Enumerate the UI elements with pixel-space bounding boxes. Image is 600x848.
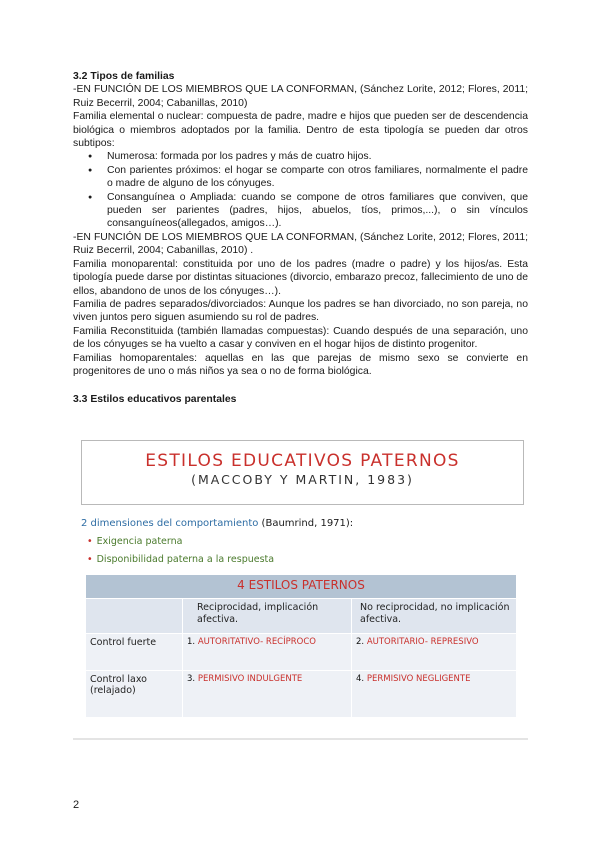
- column-header-no-reciprocidad: No reciprocidad, no implicación afectiva.: [352, 599, 517, 634]
- table-row: [86, 671, 517, 718]
- cell-number: 3.: [187, 674, 196, 684]
- slide-title-box: [81, 440, 524, 505]
- document-body: [73, 70, 528, 407]
- table-row: [86, 599, 517, 634]
- dimensions-highlight: 2 dimensiones del comportamiento: [81, 518, 259, 529]
- paragraph: Familia monoparental: constituida por uno de los padres (madre o padre) y los hijos/as. Esta tipología puede darse por distintas situaciones (divorcio, embarazo precoz, fallecimiento de uno de ellos, abandono de unos de los cónyuges…).: [73, 258, 528, 297]
- cell-number: 4.: [356, 674, 365, 684]
- bullet-list: [73, 150, 528, 230]
- styles-table: [85, 574, 517, 718]
- section-heading-tipos-familias: 3.2 Tipos de familias: [73, 71, 175, 82]
- bullet-dot-icon: •: [87, 554, 93, 565]
- slide-title: ESTILOS EDUCATIVOS PATERNOS: [145, 451, 460, 471]
- bullet-dot-icon: •: [87, 536, 93, 547]
- paragraph: Familia de padres separados/divorciados: Aunque los padres se han divorciado, no son pareja, no viven juntos pero siguen asumiendo su rol de padres.: [73, 298, 528, 324]
- slide-image: [73, 432, 528, 740]
- dimensions-cite: (Baumrind, 1971):: [258, 518, 354, 529]
- sub-item: [87, 536, 182, 547]
- cell-value: AUTORITATIVO- RECÍPROCO: [197, 637, 316, 647]
- table-cell: [183, 634, 352, 671]
- cell-number: 2.: [356, 637, 365, 647]
- column-header-reciprocidad: Reciprocidad, implicación afectiva.: [183, 599, 352, 634]
- section-heading-estilos: 3.3 Estilos educativos parentales: [73, 394, 237, 406]
- paragraph: Familias homoparentales: aquellas en las que parejas de mismo sexo se convierte en progenitores de uno o más niños ya sea o no de forma biológica.: [73, 352, 528, 377]
- paragraph: -EN FUNCIÓN DE LOS MIEMBROS QUE LA CONFORMAN, (Sánchez Lorite, 2012; Flores, 2011; Ruiz Becerril, 2004; Cabanillas, 2010) .: [73, 231, 528, 257]
- table-header-row: [86, 575, 517, 599]
- page-number: 2: [73, 799, 80, 811]
- sub-item-label: Disponibilidad paterna a la respuesta: [96, 554, 275, 565]
- dimensions-line: [81, 518, 353, 529]
- row-label-control-laxo: Control laxo (relajado): [86, 671, 183, 718]
- cell-value: PERMISIVO NEGLIGENTE: [366, 674, 471, 684]
- cell-number: 1.: [187, 637, 196, 647]
- table-cell: [86, 599, 183, 634]
- list-item: ● Consanguínea o Ampliada: cuando se compone de otros familiares que conviven, que pueden ser parientes (padres, hijos, abuelos, tíos, primos,...), o sin vínculos consanguíneos(allegados, amigos…).: [107, 191, 528, 231]
- table-cell: [352, 671, 517, 718]
- paragraph: Familia elemental o nuclear: compuesta de padre, madre e hijos que pueden ser de descendencia biológica o miembros adoptados por la familia. Dentro de esta tipología se pueden dar otros subtipos:: [73, 111, 528, 150]
- paragraph: Familia Reconstituida (también llamadas compuestas): Cuando después de una separación, uno de los cónyuges se ha vuelto a casar y conviven en el hogar hijos de distinto progenitor.: [73, 325, 528, 351]
- cell-value: AUTORITARIO- REPRESIVO: [366, 637, 479, 647]
- slide-divider: [73, 738, 528, 740]
- table-cell: [352, 634, 517, 671]
- list-item: ● Con parientes próximos: el hogar se comparte con otros familiares, normalmente el padre o madre de alguno de los cónyuges.: [107, 164, 528, 191]
- table-cell: [183, 671, 352, 718]
- slide-subtitle: (MACCOBY Y MARTIN, 1983): [191, 472, 414, 487]
- sub-item-label: Exigencia paterna: [96, 536, 183, 547]
- row-label-control-fuerte: Control fuerte: [86, 634, 183, 671]
- paragraph: -EN FUNCIÓN DE LOS MIEMBROS QUE LA CONFORMAN, (Sánchez Lorite, 2012; Flores, 2011; Ruiz Becerril, 2004; Cabanillas, 2010): [73, 84, 528, 109]
- list-item: ● Numerosa: formada por los padres y más de cuatro hijos.: [107, 150, 528, 163]
- sub-item: [87, 554, 274, 565]
- table-header: 4 ESTILOS PATERNOS: [86, 575, 517, 599]
- table-row: [86, 634, 517, 671]
- cell-value: PERMISIVO INDULGENTE: [197, 674, 303, 684]
